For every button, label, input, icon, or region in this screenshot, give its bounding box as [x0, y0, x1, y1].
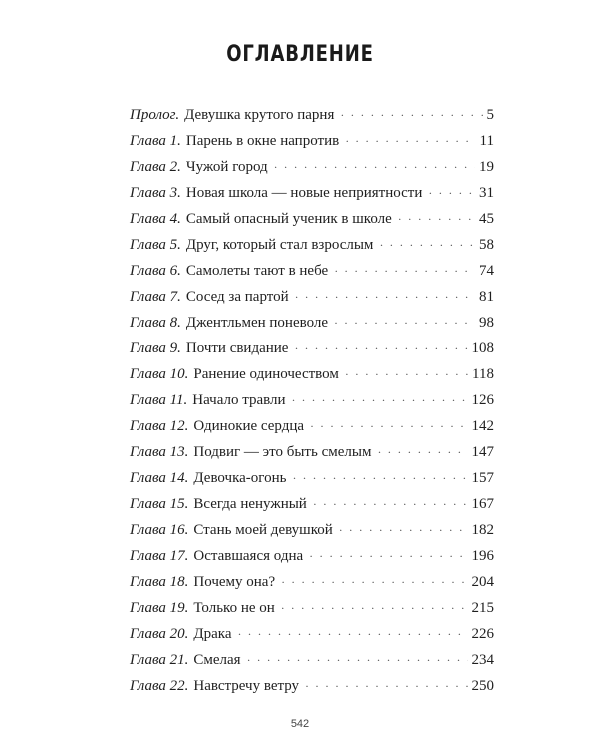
chapter-label: Глава 4. — [130, 210, 181, 227]
page-title: ОГЛАВЛЕНИЕ — [226, 42, 374, 67]
chapter-title: Почему она? — [193, 573, 276, 590]
chapter-title: Подвиг — это быть смелым — [193, 444, 372, 461]
dot-leader — [313, 493, 468, 515]
chapter-title: Самый опасный ученик в школе — [185, 210, 392, 227]
chapter-title: Всегда ненужный — [193, 496, 307, 513]
dot-leader — [305, 675, 467, 697]
chapter-label: Глава 11. — [130, 392, 188, 409]
toc-entry — [130, 130, 494, 156]
chapter-page-number: 196 — [471, 547, 494, 564]
chapter-label: Глава 1. — [130, 132, 181, 149]
chapter-page-number: 167 — [471, 496, 494, 513]
chapter-label: Глава 5. — [130, 236, 181, 253]
toc-entry-title-group — [130, 389, 286, 411]
dot-leader — [345, 363, 468, 385]
dot-leader — [310, 415, 467, 437]
toc-entry — [130, 597, 494, 623]
toc-entry-title-group — [130, 519, 333, 541]
chapter-page-number: 45 — [479, 210, 494, 227]
chapter-label: Глава 21. — [130, 651, 189, 668]
toc-entry — [130, 389, 494, 415]
chapter-label: Глава 2. — [130, 158, 181, 175]
chapter-page-number: 19 — [479, 158, 494, 175]
chapter-title: Самолеты тают в небе — [185, 262, 329, 279]
toc-entry-title-group — [130, 156, 268, 178]
dot-leader — [292, 389, 468, 411]
toc-entry-title-group — [130, 649, 241, 671]
chapter-page-number: 118 — [472, 366, 494, 383]
toc-entry-title-group — [130, 104, 334, 126]
chapter-label: Пролог. — [130, 107, 180, 123]
chapter-page-number: 226 — [471, 625, 494, 642]
toc-entry-title-group — [130, 571, 275, 593]
dot-leader — [339, 519, 468, 541]
page-number: 542 — [290, 718, 310, 730]
chapter-page-number: 182 — [471, 522, 494, 538]
toc-entry — [130, 649, 494, 675]
chapter-title: Оставшаяся одна — [193, 547, 304, 564]
toc-entry — [130, 182, 494, 208]
dot-leader — [334, 260, 475, 282]
toc-entry-title-group — [130, 260, 328, 282]
dot-leader — [281, 597, 468, 619]
dot-leader — [237, 623, 467, 645]
toc-entry — [130, 441, 494, 467]
dot-leader — [281, 571, 467, 593]
chapter-label: Глава 15. — [130, 496, 189, 513]
toc-entry-title-group — [130, 208, 392, 230]
chapter-title: Смелая — [193, 651, 241, 668]
chapter-page-number: 31 — [479, 184, 494, 201]
dot-leader — [428, 182, 475, 204]
dot-leader — [292, 467, 467, 489]
chapter-title: Стань моей девушкой — [193, 522, 333, 538]
toc-entry-title-group — [130, 130, 339, 152]
chapter-title: Джентльмен поневоле — [185, 314, 329, 331]
chapter-title: Девушка крутого парня — [184, 107, 335, 123]
chapter-label: Глава 20. — [130, 625, 189, 642]
chapter-page-number: 108 — [471, 340, 494, 357]
chapter-title: Навстречу ветру — [193, 677, 300, 694]
chapter-title: Друг, который стал взрослым — [185, 236, 374, 253]
chapter-label: Глава 14. — [130, 470, 189, 487]
chapter-label: Глава 18. — [130, 573, 189, 590]
toc-entry — [130, 156, 494, 182]
toc-entry — [130, 234, 494, 260]
chapter-title: Чужой город — [185, 158, 268, 175]
dot-leader — [340, 104, 482, 126]
chapter-title: Одинокие сердца — [193, 418, 305, 435]
chapter-title: Ранение одиночеством — [193, 366, 339, 383]
toc-entry — [130, 623, 494, 649]
toc-entry — [130, 675, 494, 701]
chapter-label: Глава 22. — [130, 677, 189, 694]
chapter-title: Только не он — [193, 599, 275, 616]
dot-leader — [295, 286, 475, 308]
toc-entry-title-group — [130, 363, 339, 385]
toc-entry-title-group — [130, 286, 289, 308]
toc-entry — [130, 571, 494, 597]
toc-entry — [130, 363, 494, 389]
toc-entry-title-group — [130, 545, 303, 567]
chapter-page-number: 74 — [479, 262, 494, 279]
chapter-page-number: 126 — [471, 392, 494, 409]
toc-entry — [130, 337, 494, 363]
toc-entry-title-group — [130, 441, 371, 463]
dot-leader — [247, 649, 468, 671]
table-of-contents — [130, 104, 494, 701]
chapter-label: Глава 16. — [130, 522, 189, 538]
dot-leader — [377, 441, 467, 463]
chapter-title: Драка — [193, 625, 232, 642]
dot-leader — [309, 545, 467, 567]
dot-leader — [398, 208, 475, 230]
toc-entry-title-group — [130, 415, 304, 437]
chapter-label: Глава 3. — [130, 184, 181, 201]
chapter-page-number: 250 — [471, 677, 494, 694]
toc-entry — [130, 286, 494, 312]
chapter-label: Глава 13. — [130, 444, 189, 461]
toc-entry-title-group — [130, 234, 373, 256]
toc-entry-title-group — [130, 312, 328, 334]
chapter-page-number: 204 — [471, 573, 494, 590]
chapter-title: Почти свидание — [185, 340, 289, 357]
chapter-page-number: 58 — [479, 236, 494, 253]
toc-entry-title-group — [130, 675, 299, 697]
toc-entry-title-group — [130, 493, 307, 515]
dot-leader — [379, 234, 475, 256]
dot-leader — [345, 130, 475, 152]
chapter-label: Глава 19. — [130, 599, 189, 616]
toc-entry-title-group — [130, 182, 422, 204]
dot-leader — [334, 312, 475, 334]
toc-entry-title-group — [130, 597, 275, 619]
dot-leader — [274, 156, 475, 178]
toc-entry — [130, 415, 494, 441]
chapter-label: Глава 17. — [130, 547, 189, 564]
chapter-page-number: 11 — [479, 132, 494, 149]
toc-entry — [130, 545, 494, 571]
toc-entry — [130, 260, 494, 286]
toc-entry-title-group — [130, 467, 286, 489]
toc-entry-title-group — [130, 337, 288, 359]
chapter-title: Парень в окне напротив — [185, 132, 340, 149]
chapter-label: Глава 7. — [130, 288, 181, 305]
chapter-label: Глава 10. — [130, 366, 189, 383]
toc-entry — [130, 312, 494, 338]
dot-leader — [294, 337, 467, 359]
chapter-label: Глава 8. — [130, 314, 181, 331]
chapter-label: Глава 9. — [130, 340, 181, 357]
chapter-page-number: 81 — [479, 288, 494, 305]
chapter-page-number: 98 — [479, 314, 494, 331]
chapter-label: Глава 12. — [130, 418, 189, 435]
chapter-page-number: 5 — [486, 107, 494, 123]
toc-entry — [130, 208, 494, 234]
chapter-page-number: 215 — [471, 599, 494, 616]
chapter-title: Сосед за партой — [185, 288, 289, 305]
toc-entry — [130, 104, 494, 130]
chapter-page-number: 142 — [471, 418, 494, 435]
toc-entry — [130, 467, 494, 493]
chapter-page-number: 157 — [471, 470, 494, 487]
toc-entry — [130, 493, 494, 519]
chapter-page-number: 147 — [471, 444, 494, 461]
toc-entry-title-group — [130, 623, 231, 645]
chapter-title: Новая школа — новые неприятности — [185, 184, 423, 201]
chapter-title: Начало травли — [192, 392, 286, 409]
chapter-label: Глава 6. — [130, 262, 181, 279]
chapter-page-number: 234 — [471, 651, 494, 668]
chapter-title: Девочка-огонь — [193, 470, 287, 487]
toc-entry — [130, 519, 494, 545]
